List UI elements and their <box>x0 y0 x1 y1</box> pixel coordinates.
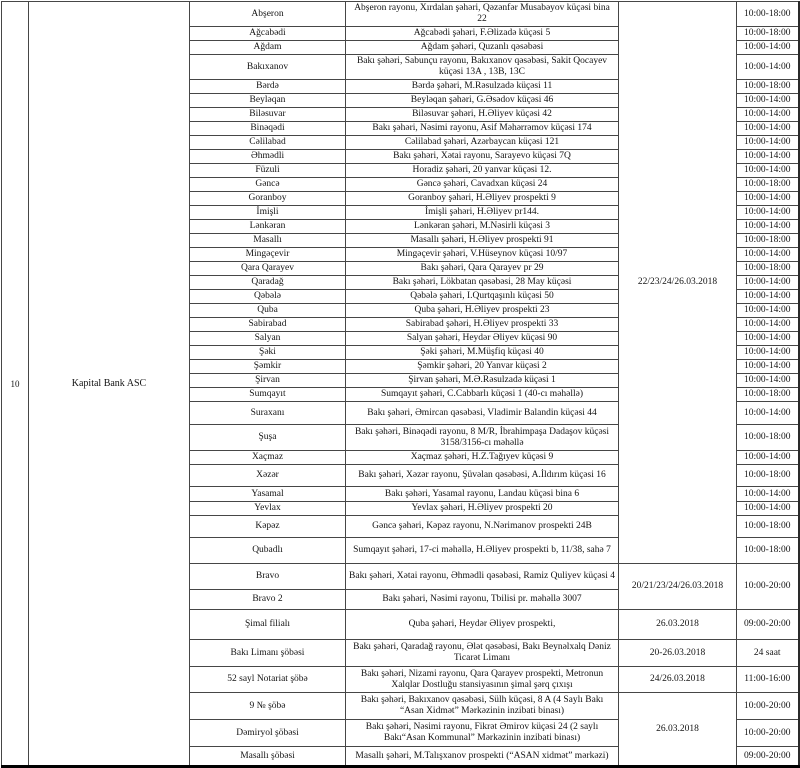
branch-address-cell: Qəbələ şəhəri, I.Qurtqaşınlı küçəsi 50 <box>346 290 619 304</box>
branch-name-cell: Qubadlı <box>190 538 346 564</box>
branch-name-cell: Goranboy <box>190 192 346 206</box>
hours-cell: 10:00-14:00 <box>737 122 799 136</box>
branch-address-cell: Bakı şəhəri, Yasamal rayonu, Landau küçəsi bina 6 <box>346 487 619 502</box>
branch-name-cell: Ağcabədi <box>190 27 346 41</box>
row-number-cell: 10 <box>2 2 29 767</box>
branch-address-cell: Ağcabədi şəhəri, F.Əlizadə küçəsi 5 <box>346 27 619 41</box>
hours-cell: 10:00-20:00 <box>737 720 799 747</box>
hours-cell: 10:00-14:00 <box>737 150 799 164</box>
branch-name-cell: Qara Qarayev <box>190 262 346 276</box>
branch-address-cell: Biləsuvar şəhəri, H.Əliyev küçəsi 42 <box>346 108 619 122</box>
hours-cell: 10:00-14:00 <box>737 41 799 55</box>
branch-name-cell: Abşeron <box>190 2 346 27</box>
hours-cell: 10:00-18:00 <box>737 425 799 451</box>
branch-name-cell: Əhmədli <box>190 150 346 164</box>
branch-name-cell: Füzuli <box>190 164 346 178</box>
branch-address-cell: Quba şəhəri, H.Əliyev prospekti 23 <box>346 304 619 318</box>
branch-address-cell: Beyləqan şəhəri, G.Əsədov küçəsi 46 <box>346 94 619 108</box>
branch-address-cell: Bakı şəhəri, Binəqədi rayonu, 8 M/R, İbrahimpaşa Dadaşov küçəsi 3158/3156-cı məhəllə <box>346 425 619 451</box>
branch-name-cell: Qaradağ <box>190 276 346 290</box>
branch-name-cell: Sabirabad <box>190 318 346 332</box>
branch-address-cell: Bakı şəhəri, Qara Qarayev pr 29 <box>346 262 619 276</box>
branch-name-cell: Şəmkir <box>190 360 346 374</box>
hours-cell: 10:00-14:00 <box>737 318 799 332</box>
hours-cell: 10:00-14:00 <box>737 276 799 290</box>
hours-cell: 10:00-14:00 <box>737 164 799 178</box>
hours-cell: 10:00-14:00 <box>737 220 799 234</box>
hours-cell: 10:00-20:00 <box>737 693 799 720</box>
branch-address-cell: İmişli şəhəri, H.Əliyev pr144. <box>346 206 619 220</box>
branch-table-body <box>2 2 799 767</box>
branch-address-cell: Gəncə şəhəri, Kəpəz rayonu, N.Nərimanov prospekti 24B <box>346 516 619 538</box>
hours-cell: 10:00-14:00 <box>737 55 799 80</box>
branch-name-cell: Sumqayıt <box>190 388 346 402</box>
branch-address-cell: Sumqayıt şəhəri, C.Cabbarlı küçəsi 1 (40-cı məhəllə) <box>346 388 619 402</box>
hours-cell: 10:00-18:00 <box>737 80 799 94</box>
hours-cell: 09:00-20:00 <box>737 747 799 767</box>
branch-name-cell: Lənkəran <box>190 220 346 234</box>
branch-address-cell: Salyan şəhəri, Heydər Əliyev küçəsi 90 <box>346 332 619 346</box>
branch-address-cell: Bərdə şəhəri, M.Rəsulzadə küçəsi 11 <box>346 80 619 94</box>
hours-cell: 24 saat <box>737 640 799 667</box>
date-cell: 20/21/23/24/26.03.2018 <box>619 564 737 610</box>
branch-name-cell: Bakıxanov <box>190 55 346 80</box>
hours-cell: 10:00-18:00 <box>737 538 799 564</box>
date-cell: 26.03.2018 <box>619 693 737 767</box>
branch-address-cell: Quba şəhəri, Heydər Əliyev prospekti, <box>346 610 619 640</box>
hours-cell: 10:00-14:00 <box>737 346 799 360</box>
branch-address-cell: Bakı şəhəri, Xətai rayonu, Əhmədli qəsəbəsi, Ramiz Quliyev küçəsi 4 <box>346 564 619 590</box>
date-cell: 24/26.03.2018 <box>619 667 737 693</box>
hours-cell: 10:00-20:00 <box>737 564 799 610</box>
branch-name-cell: Şimal filialı <box>190 610 346 640</box>
branch-address-cell: Goranboy şəhəri, H.Əliyev prospekti 9 <box>346 192 619 206</box>
hours-cell: 10:00-14:00 <box>737 374 799 388</box>
branch-address-cell: Bakı şəhəri, Nizami rayonu, Qara Qarayev prospekti, Metronun Xalqlar Dostluğu stansiyasının şimal şərq çıxışı <box>346 667 619 693</box>
branch-name-cell: Cəlilabad <box>190 136 346 150</box>
branch-address-cell: Cəlilabad şəhəri, Azərbaycan küçəsi 121 <box>346 136 619 150</box>
branch-address-cell: Mingəçevir şəhəri, V.Hüseynov küçəsi 10/97 <box>346 248 619 262</box>
hours-cell: 10:00-14:00 <box>737 136 799 150</box>
branch-name-cell: Masallı şöbəsi <box>190 747 346 767</box>
branch-name-cell: 9 № şöbə <box>190 693 346 720</box>
hours-cell: 10:00-14:00 <box>737 206 799 220</box>
bank-name-cell: Kapital Bank ASC <box>29 2 190 767</box>
branch-address-cell: Bakı şəhəri, Sabunçu rayonu, Bakıxanov qəsəbəsi, Sakit Qocayev küçəsi 13A , 13B, 13C <box>346 55 619 80</box>
branch-name-cell: Yevlax <box>190 502 346 516</box>
hours-cell: 10:00-14:00 <box>737 94 799 108</box>
branch-name-cell: Binəqədi <box>190 122 346 136</box>
date-cell: 22/23/24/26.03.2018 <box>619 2 737 564</box>
branch-name-cell: Ağdam <box>190 41 346 55</box>
branch-name-cell: Bravo <box>190 564 346 590</box>
branch-name-cell: Bakı Limanı şöbəsi <box>190 640 346 667</box>
branch-name-cell: İmişli <box>190 206 346 220</box>
branch-address-cell: Bakı şəhəri, Bakıxanov qəsəbəsi, Sülh küçəsi, 8 A (4 Saylı Bakı “Asan Xidmət” Mərkəzinin inzibati binası) <box>346 693 619 720</box>
branch-address-cell: Ağdam şəhəri, Quzanlı qəsəbəsi <box>346 41 619 55</box>
hours-cell: 10:00-18:00 <box>737 516 799 538</box>
hours-cell: 10:00-14:00 <box>737 332 799 346</box>
branch-address-cell: Yevlax şəhəri, H.Əliyev prospekti 20 <box>346 502 619 516</box>
hours-cell: 10:00-14:00 <box>737 108 799 122</box>
branch-address-cell: Şirvan şəhəri, M.Ə.Rəsulzadə küçəsi 1 <box>346 374 619 388</box>
hours-cell: 10:00-14:00 <box>737 402 799 425</box>
hours-cell: 10:00-18:00 <box>737 178 799 192</box>
branch-name-cell: Xaçmaz <box>190 451 346 465</box>
hours-cell: 10:00-14:00 <box>737 248 799 262</box>
branch-name-cell: Kəpəz <box>190 516 346 538</box>
branch-name-cell: Quba <box>190 304 346 318</box>
hours-cell: 10:00-14:00 <box>737 192 799 206</box>
branch-name-cell: Masallı <box>190 234 346 248</box>
hours-cell: 10:00-18:00 <box>737 465 799 487</box>
hours-cell: 10:00-14:00 <box>737 502 799 516</box>
hours-cell: 10:00-18:00 <box>737 234 799 248</box>
branch-address-cell: Xaçmaz şəhəri, H.Z.Tağıyev küçəsi 9 <box>346 451 619 465</box>
branch-name-cell: Şəki <box>190 346 346 360</box>
branch-name-cell: 52 sayl Notariat şöbə <box>190 667 346 693</box>
table-row <box>2 2 799 27</box>
branch-name-cell: Qəbələ <box>190 290 346 304</box>
branch-address-cell: Bakı şəhəri, Xəzər rayonu, Şüvəlan qəsəbəsi, A.İldırım küçəsi 16 <box>346 465 619 487</box>
branch-address-cell: Bakı şəhəri, Lökbatan qəsəbəsi, 28 May küçəsi <box>346 276 619 290</box>
branch-name-cell: Xəzər <box>190 465 346 487</box>
hours-cell: 10:00-14:00 <box>737 304 799 318</box>
branch-address-cell: Sumqayıt şəhəri, 17-ci məhəllə, H.Əliyev prospekti b, 11/38, sahə 7 <box>346 538 619 564</box>
branch-name-cell: Mingəçevir <box>190 248 346 262</box>
branch-address-cell: Gəncə şəhəri, Cavadxan küçəsi 24 <box>346 178 619 192</box>
branch-address-cell: Bakı şəhəri, Nəsimi rayonu, Asif Məhərrəmov küçəsi 174 <box>346 122 619 136</box>
branch-address-cell: Lənkəran şəhəri, M.Nəsirli küçəsi 3 <box>346 220 619 234</box>
branch-address-cell: Bakı şəhəri, Nəsimi rayonu, Tbilisi pr. məhəllə 3007 <box>346 590 619 610</box>
branch-name-cell: Şirvan <box>190 374 346 388</box>
branch-name-cell: Yasamal <box>190 487 346 502</box>
branch-address-cell: Şəmkir şəhəri, 20 Yanvar küçəsi 2 <box>346 360 619 374</box>
bank-branches-table <box>1 1 800 768</box>
branch-name-cell: Şuşa <box>190 425 346 451</box>
branch-address-cell: Abşeron rayonu, Xırdalan şəhəri, Qəzənfər Musabəyov küçəsi bina 22 <box>346 2 619 27</box>
hours-cell: 10:00-14:00 <box>737 360 799 374</box>
branch-name-cell: Salyan <box>190 332 346 346</box>
date-cell: 20-26.03.2018 <box>619 640 737 667</box>
hours-cell: 10:00-18:00 <box>737 2 799 27</box>
date-cell: 26.03.2018 <box>619 610 737 640</box>
hours-cell: 10:00-14:00 <box>737 290 799 304</box>
branch-name-cell: Dəmiryol şöbəsi <box>190 720 346 747</box>
branch-address-cell: Bakı şəhəri, Nəsimi rayonu, Fikrət Əmirov küçəsi 24 (2 saylı Bakı“Asan Kommunal” Mərkəzinin inzibati binası) <box>346 720 619 747</box>
branch-address-cell: Bakı şəhəri, Əmircan qəsəbəsi, Vladimir Balandin küçəsi 44 <box>346 402 619 425</box>
branch-address-cell: Masallı şəhəri, M.Talışxanov prospekti (“ASAN xidmət” mərkəzi) <box>346 747 619 767</box>
hours-cell: 11:00-16:00 <box>737 667 799 693</box>
branch-address-cell: Bakı şəhəri, Qaradağ rayonu, Ələt qəsəbəsi, Bakı Beynəlxalq Dəniz Ticarət Limanı <box>346 640 619 667</box>
hours-cell: 09:00-20:00 <box>737 610 799 640</box>
branch-name-cell: Suraxanı <box>190 402 346 425</box>
branch-name-cell: Bərdə <box>190 80 346 94</box>
branch-address-cell: Sabirabad şəhəri, H.Əliyev prospekti 33 <box>346 318 619 332</box>
hours-cell: 10:00-18:00 <box>737 388 799 402</box>
branch-name-cell: Gəncə <box>190 178 346 192</box>
branch-name-cell: Beyləqan <box>190 94 346 108</box>
hours-cell: 10:00-18:00 <box>737 27 799 41</box>
hours-cell: 10:00-18:00 <box>737 262 799 276</box>
branch-name-cell: Bravo 2 <box>190 590 346 610</box>
document-page <box>0 1 800 760</box>
hours-cell: 10:00-14:00 <box>737 451 799 465</box>
branch-address-cell: Bakı şəhəri, Xətai rayonu, Sarayevo küçəsi 7Q <box>346 150 619 164</box>
branch-name-cell: Biləsuvar <box>190 108 346 122</box>
hours-cell: 10:00-14:00 <box>737 487 799 502</box>
branch-address-cell: Şəki şəhəri, M.Müşfiq küçəsi 40 <box>346 346 619 360</box>
branch-address-cell: Horadiz şəhəri, 20 yanvar küçəsi 12. <box>346 164 619 178</box>
branch-address-cell: Masallı şəhəri, H.Əliyev prospekti 91 <box>346 234 619 248</box>
